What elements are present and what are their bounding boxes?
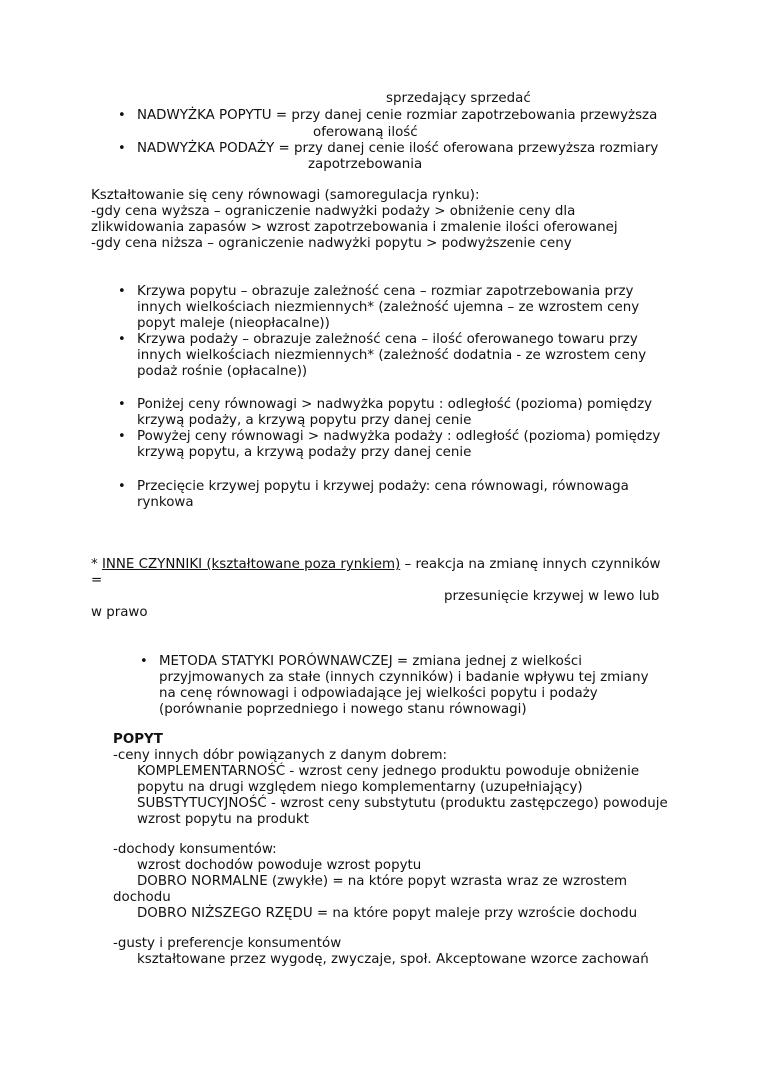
bullet-text: krzywą podaży, a krzywą popytu przy danej cenie <box>137 413 472 428</box>
bullet-text: zapotrzebowania <box>308 157 423 172</box>
paragraph-line: zlikwidowania zapasów > wzrost zapotrzebowania i zmalenie ilości oferowanej <box>91 220 618 235</box>
bullet-text: krzywą popytu, a krzywą podaży przy danej cenie <box>137 445 472 460</box>
bullet-icon: • <box>140 654 148 669</box>
underlined-term: INNE CZYNNIKI (kształtowane poza rynkiem) <box>101 557 401 572</box>
text-line: SUBSTYTUCYJNOŚĆ - wzrost ceny substytutu (produktu zastępczego) powoduje <box>137 796 668 811</box>
text-line: wzrost popytu na produkt <box>137 812 309 827</box>
bullet-text: Krzywa podaży – obrazuje zależność cena – ilość oferowanego towaru przy <box>137 332 638 347</box>
bullet-icon: • <box>118 141 126 156</box>
bullet-icon: • <box>118 397 126 412</box>
text-line: wzrost dochodów powoduje wzrost popytu <box>137 858 422 873</box>
bullet-text: podaż rośnie (opłacalne)) <box>137 364 308 379</box>
equals-sign: = <box>91 573 103 588</box>
paragraph-line: -gdy cena wyższa – ograniczenie nadwyżki podaży > obniżenie ceny dla <box>91 204 576 219</box>
paragraph-line: Kształtowanie się ceny równowagi (samoregulacja rynku): <box>91 188 480 203</box>
bullet-text: Przecięcie krzywej popytu i krzywej podaży: cena równowagi, równowaga <box>137 479 629 494</box>
text-line: -gusty i preferencje konsumentów <box>113 936 342 951</box>
text-line: dochodu <box>113 890 171 905</box>
text-line: DOBRO NORMALNE (zwykłe) = na które popyt wzrasta wraz ze wzrostem <box>137 874 628 889</box>
bullet-icon: • <box>118 429 126 444</box>
bullet-icon: • <box>118 479 126 494</box>
bullet-text: innych wielkościach niezmiennych* (zależność ujemna – ze wzrostem ceny <box>137 300 640 315</box>
text-line: przesunięcie krzywej w lewo lub <box>444 589 660 604</box>
bullet-text: METODA STATYKI PORÓWNAWCZEJ = zmiana jednej z wielkości <box>159 654 582 669</box>
section-heading: POPYT <box>113 732 163 747</box>
bullet-text: rynkowa <box>137 495 194 510</box>
bullet-icon: • <box>118 332 126 347</box>
bullet-text: Krzywa popytu – obrazuje zależność cena – rozmiar zapotrzebowania przy <box>137 284 634 299</box>
bullet-text: popyt maleje (nieopłacalne)) <box>137 316 330 331</box>
text-line: sprzedający sprzedać <box>386 91 531 106</box>
other-factors-line: * INNE CZYNNIKI (kształtowane poza rynkiem) – reakcja na zmianę innych czynników <box>91 557 661 572</box>
text-line: KOMPLEMENTARNOŚĆ - wzrost ceny jednego produktu powoduje obniżenie <box>137 764 640 779</box>
bullet-text: na cenę równowagi i odpowiadające jej wielkości popytu i podaży <box>159 686 598 701</box>
bullet-text: (porównanie poprzedniego i nowego stanu równowagi) <box>159 702 527 717</box>
paragraph-line: -gdy cena niższa – ograniczenie nadwyżki popytu > podwyższenie ceny <box>91 236 572 251</box>
bullet-text: przyjmowanych za stałe (innych czynników) i badanie wpływu tej zmiany <box>159 670 649 685</box>
bullet-text: NADWYŻKA PODAŻY = przy danej cenie ilość oferowana przewyższa rozmiary <box>137 141 659 156</box>
text-line: -ceny innych dóbr powiązanych z danym dobrem: <box>113 748 448 763</box>
bullet-icon: • <box>118 284 126 299</box>
text-line: DOBRO NIŻSZEGO RZĘDU = na które popyt maleje przy wzroście dochodu <box>137 906 638 921</box>
text-line: w prawo <box>91 605 148 620</box>
text-line: -dochody konsumentów: <box>113 842 277 857</box>
bullet-text: innych wielkościach niezmiennych* (zależność dodatnia - ze wzrostem ceny <box>137 348 647 363</box>
text-line: kształtowane przez wygodę, zwyczaje, społ. Akceptowane wzorce zachowań <box>137 952 649 967</box>
bullet-text: NADWYŻKA POPYTU = przy danej cenie rozmiar zapotrzebowania przewyższa <box>137 108 658 123</box>
bullet-text: Powyżej ceny równowagi > nadwyżka podaży : odległość (pozioma) pomiędzy <box>137 429 661 444</box>
bullet-text: Poniżej ceny równowagi > nadwyżka popytu : odległość (pozioma) pomiędzy <box>137 397 653 412</box>
bullet-icon: • <box>118 108 126 123</box>
text-line: popytu na drugi względem niego komplementarny (uzupełniający) <box>137 780 583 795</box>
bullet-text: oferowaną ilość <box>313 125 418 140</box>
